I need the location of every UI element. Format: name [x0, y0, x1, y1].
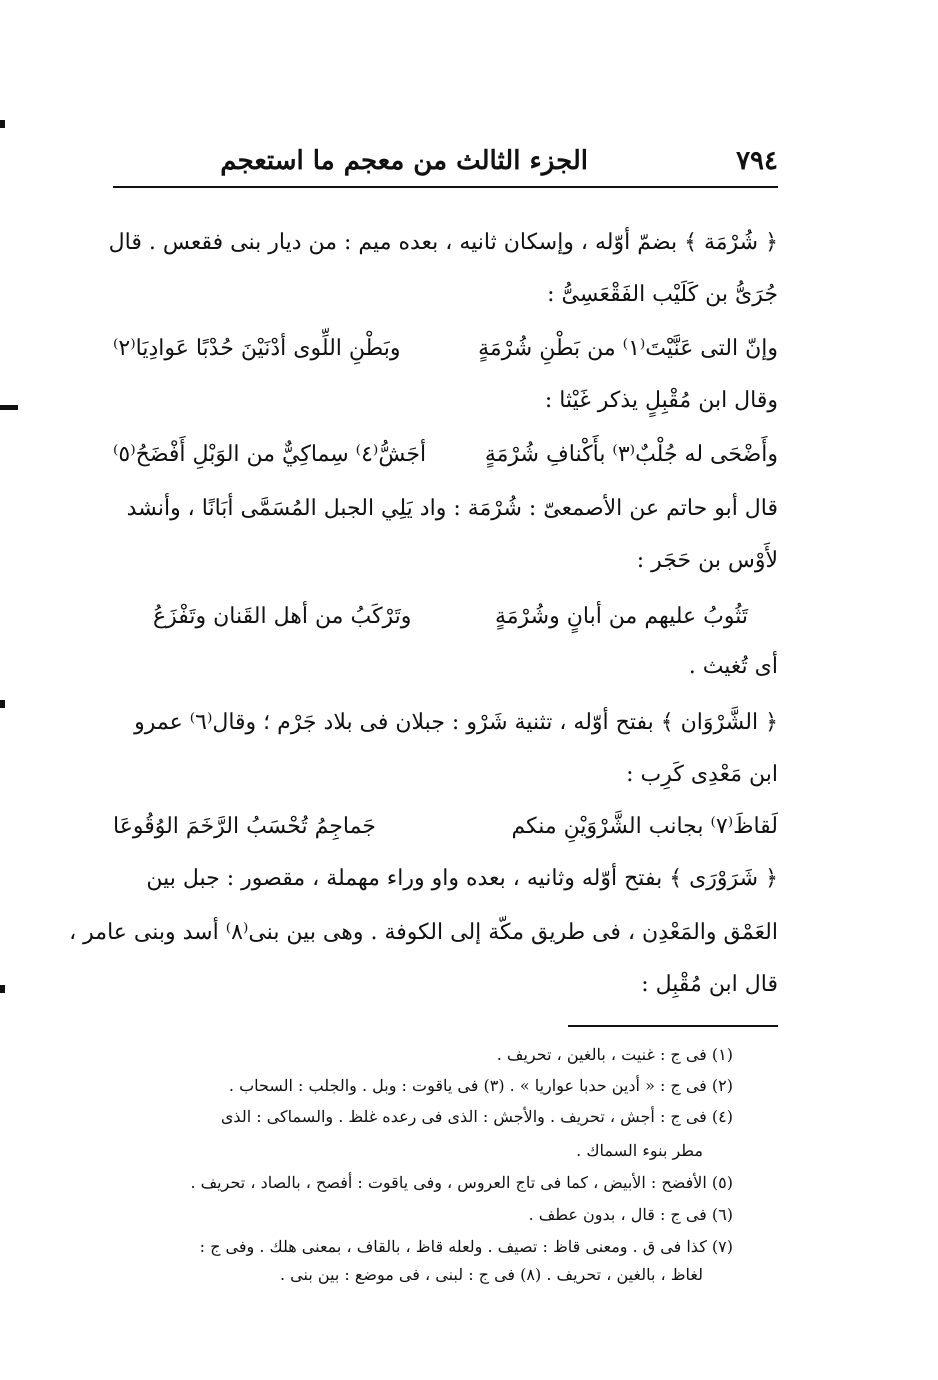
- footnote: (١) فى ج : غنيت ، بالغين ، تحريف .: [496, 1045, 733, 1064]
- margin-mark: [0, 405, 18, 410]
- footnote-continuation: مطر بنوء السماك .: [576, 1141, 703, 1160]
- text-line: قال أبو حاتم عن الأصمعىّ : شُرْمَة : واد يَلِي الجبل المُسَمَّى أبَانًا ، وأنشد: [126, 496, 778, 521]
- verse-first-hemistich: تَثُوبُ عليهم من أبانٍ وشُرْمَةٍ: [494, 604, 748, 629]
- verse-second-hemistich: وبَطْنِ اللِّوى أدْنَيْنَ حُدْبًا عَوادِيَا⁽٢⁾: [113, 336, 401, 361]
- verse-second-hemistich: أجَشُّ⁽٤⁾ سِماكِيٌّ من الوَبْلِ أَفْضَحُ⁽٥⁾: [113, 442, 427, 467]
- verse-first-hemistich: لَقاظَ⁽٧⁾ بجانب الشَّرْوَيْنِ منكم: [511, 814, 778, 839]
- verse-first-hemistich: وإنّ التى عَنَّيْتَ⁽١⁾ من بَطْنِ شُرْمَةٍ: [478, 336, 778, 361]
- text-line: العَمْق والمَعْدِن ، فى طريق مكّة إلى الكوفة . وهى بين بنى⁽٨⁾ أسد وبنى عامر ،: [69, 920, 778, 945]
- verse: [113, 430, 778, 480]
- page-number: ٧٩٤: [736, 146, 778, 176]
- running-header: [113, 140, 778, 186]
- footnote: (٥) الأفضح : الأبيض ، كما فى تاج العروس ، وفى ياقوت : أفصح ، بالصاد ، تحريف .: [190, 1173, 733, 1192]
- verse-second-hemistich: جَماجِمُ تُحْسَبُ الرَّخَمَ الوُقُوعَا: [113, 814, 376, 839]
- main-text: [69, 218, 778, 1018]
- verse: [113, 592, 778, 642]
- footnote: (٧) كذا فى ق . ومعنى قاظ : تصيف . ولعله قاظ ، بالقاف ، بمعنى هلك . وفى ج :: [199, 1237, 733, 1256]
- text-line: وقال ابن مُقْبِلٍ يذكر غَيْثا :: [544, 388, 778, 413]
- header-title: الجزء الثالث من معجم ما استعجم: [220, 146, 588, 176]
- text-line: قال ابن مُقْبِل :: [641, 972, 778, 997]
- header-rule: [113, 186, 778, 188]
- verse: [113, 324, 778, 374]
- text-line: ابن مَعْدِى كَرِب :: [626, 762, 778, 787]
- text-line: لأَوْس بن حَجَر :: [636, 548, 778, 573]
- margin-mark: [0, 700, 5, 708]
- verse: [113, 802, 778, 852]
- margin-mark: [0, 985, 5, 993]
- footnote-continuation: لغاظ ، بالغين ، تحريف . (٨) فى ج : لبنى ، فى موضع : بين بنى .: [280, 1265, 703, 1284]
- verse-first-hemistich: وأَضْحَى له جُلْبٌ⁽٣⁾ بأَكْنافِ شُرْمَةٍ: [484, 442, 778, 467]
- text-line: ﴿ شَرَوْرَى ﴾ بفتح أوّله وثانيه ، بعده واو وراء مهملة ، مقصور : جبل بين: [146, 866, 778, 891]
- footnote: (٤) فى ج : أجش ، تحريف . والأجش : الذى فى رعده غلظ . والسماكى : الذى: [220, 1107, 733, 1126]
- text-line: ﴿ شُرْمَة ﴾ بضمّ أوّله ، وإسكان ثانيه ، بعده ميم : من ديار بنى فقعس . قال: [108, 230, 778, 255]
- text-line: ﴿ الشَّرْوَان ﴾ بفتح أوّله ، تثنية شَرْو : جبلان فى بلاد جَرْم ؛ وقال⁽٦⁾ عمرو: [134, 710, 778, 735]
- verse-second-hemistich: وتَرْكَبُ من أهل القَنان وتَفْزَعُ: [153, 604, 412, 629]
- text-line: أى تُغيث .: [688, 654, 778, 679]
- text-line: جُرَىُّ بن كَلَيْب الفَقْعَسِىُّ :: [547, 282, 778, 307]
- footnote-rule: [568, 1025, 778, 1027]
- footnote: (٦) فى ج : قال ، بدون عطف .: [528, 1205, 733, 1224]
- footnote: (٢) فى ج : « أدين حدبا عواريا » . (٣) فى ياقوت : وبل . والجلب : السحاب .: [228, 1076, 733, 1095]
- margin-mark: [0, 120, 5, 128]
